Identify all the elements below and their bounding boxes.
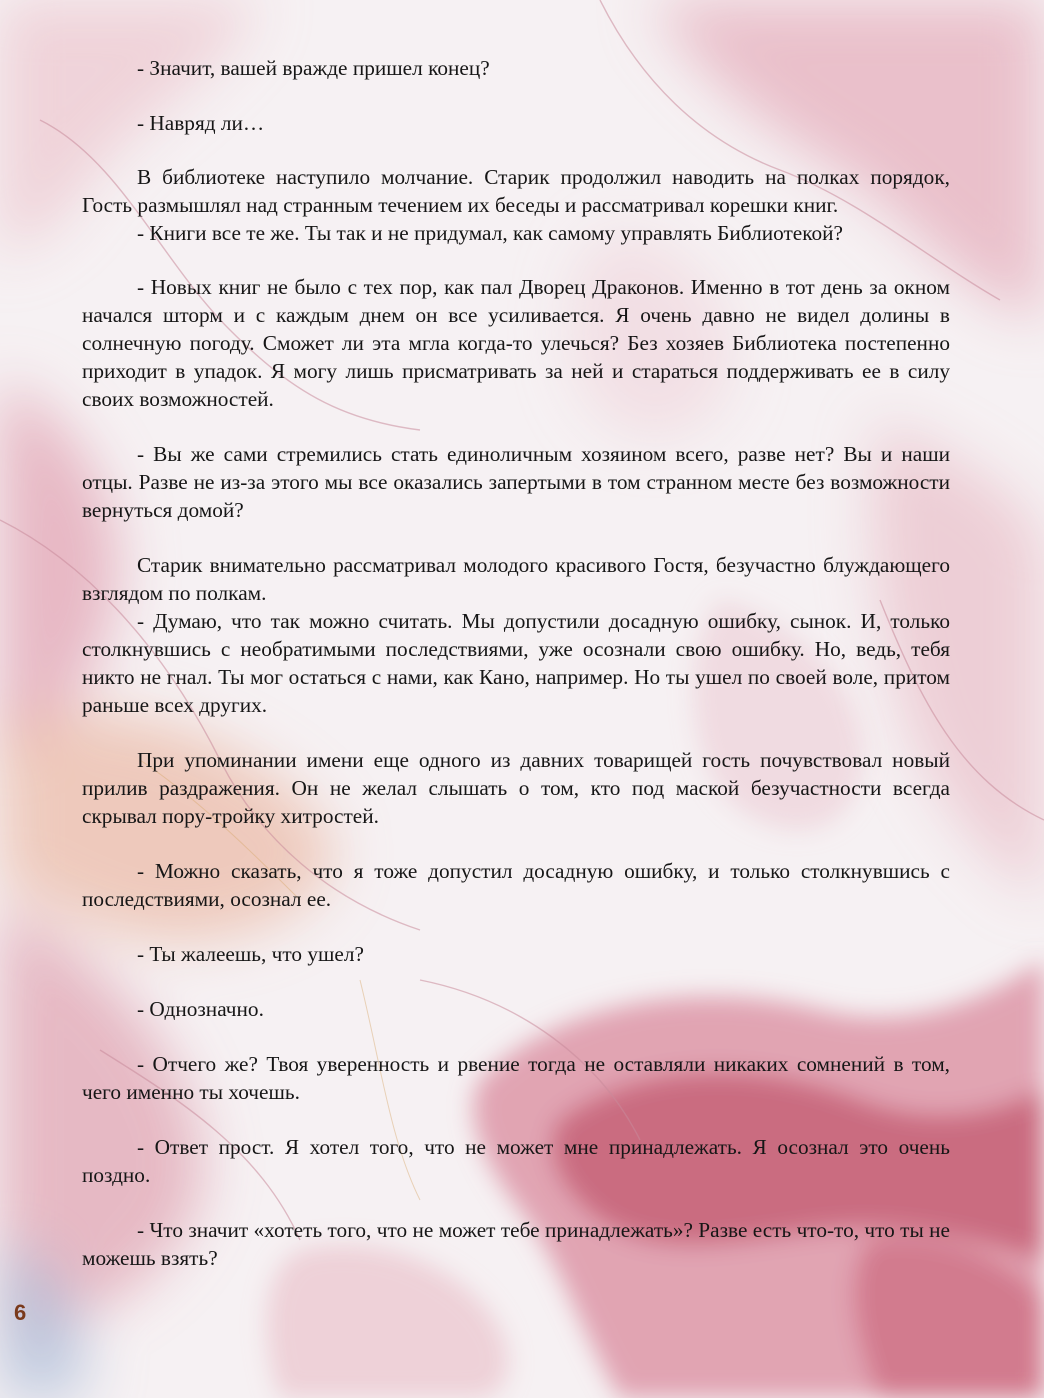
paragraph: - Значит, вашей вражде пришел конец? [137, 56, 490, 80]
paragraph: - Вы же сами стремились стать единоличным хозяином всего, разве нет? Вы и наши отцы. Разве не из-за этого мы все оказались запертыми в том странном месте без возможности вернуться домой? [82, 442, 950, 522]
paragraph: - Новых книг не было с тех пор, как пал Дворец Драконов. Именно в тот день за окном начался шторм и с каждым днем он все усиливается. Я очень давно не видел долины в солнечную погоду. Сможет ли эта мгла когда-то улечься? Без хозяев Библиотека постепенно приходит в упадок. Я могу лишь присматривать за ней и стараться поддерживать ее в силу своих возможностей. [82, 275, 950, 411]
paragraph: - Навряд ли… [137, 111, 265, 135]
paragraph: - Книги все те же. Ты так и не придумал, как самому управлять Библиотекой? [137, 221, 843, 245]
paragraph: - Однозначно. [137, 997, 264, 1021]
story-text [82, 54, 950, 1272]
paragraph: Старик внимательно рассматривал молодого красивого Гостя, безучастно блуждающего взглядом по полкам. [82, 553, 950, 605]
paragraph: - Можно сказать, что я тоже допустил досадную ошибку, и только столкнувшись с последствиями, осознал ее. [82, 859, 950, 911]
paragraph: - Что значит «хотеть того, что не может тебе принадлежать»? Разве есть что-то, что ты не можешь взять? [82, 1218, 950, 1270]
paragraph: - Ответ прост. Я хотел того, что не может мне принадлежать. Я осознал это очень поздно. [82, 1135, 950, 1187]
page-number: 6 [14, 1300, 27, 1325]
paragraph: При упоминании имени еще одного из давних товарищей гость почувствовал новый прилив раздражения. Он не желал слышать о том, кто под маской безучастности всегда скрывал пору-тройку хитростей. [82, 748, 950, 828]
paragraph: - Думаю, что так можно считать. Мы допустили досадную ошибку, сынок. И, только столкнувшись с необратимыми последствиями, уже осознали свою ошибку. Но, ведь, тебя никто не гнал. Ты мог остаться с нами, как Кано, например. Но ты ушел по своей воле, притом раньше всех других. [82, 609, 950, 717]
paragraph: - Отчего же? Твоя уверенность и рвение тогда не оставляли никаких сомнений в том, чего именно ты хочешь. [82, 1052, 950, 1104]
paragraph: - Ты жалеешь, что ушел? [137, 942, 364, 966]
paragraph: В библиотеке наступило молчание. Старик продолжил наводить на полках порядок, Гость размышлял над странным течением их беседы и рассматривал корешки книг. [82, 165, 950, 217]
